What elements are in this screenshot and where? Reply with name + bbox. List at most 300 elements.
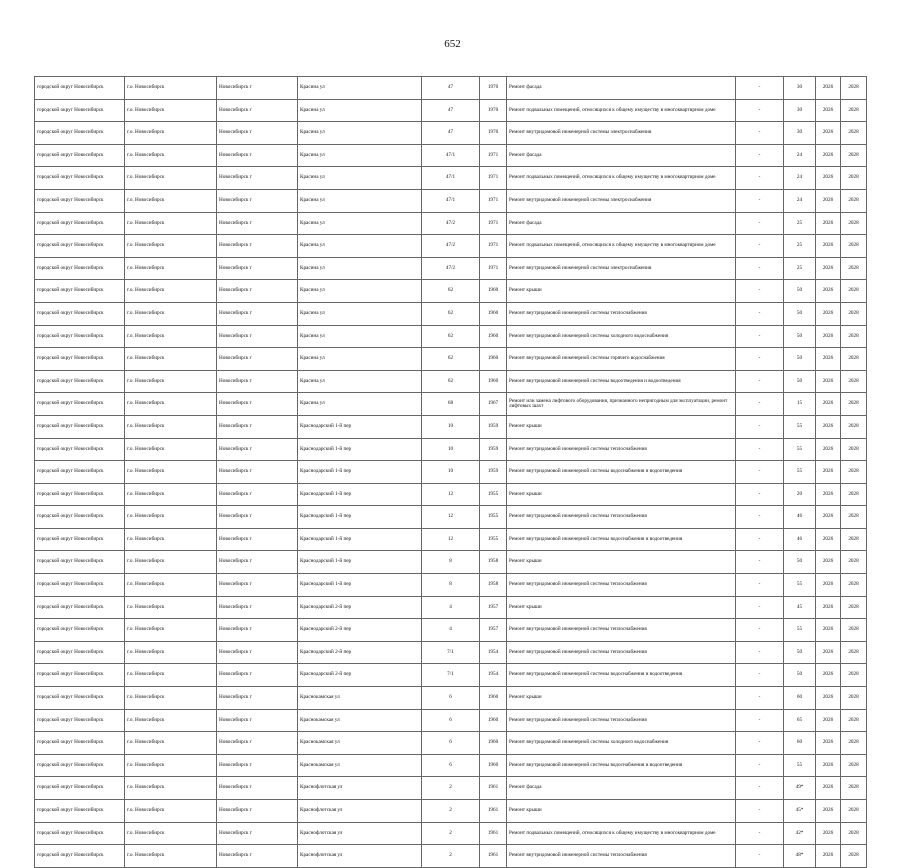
dash-cell: - [736,822,784,845]
table-row [35,641,867,664]
street-cell: Краснодарский 1-й пер [298,551,422,574]
house-number-cell: 47/1 [422,144,480,167]
dash-cell: - [736,122,784,145]
end-year-cell: 2028 [841,800,867,823]
start-year-cell: 2026 [816,777,841,800]
street-cell: Красина ул [298,122,422,145]
value-cell: 55 [784,754,816,777]
page-number: 652 [444,38,461,50]
table-row [35,280,867,303]
municipality-cell: городской округ Новосибирск [35,77,125,100]
build-year-cell: 1970 [480,99,507,122]
table-row [35,415,867,438]
work-type-cell: Ремонт внутридомовой инженерной системы водоотведения и водоотведения [507,370,736,393]
municipality-cell: городской округ Новосибирск [35,167,125,190]
municipality-cell: городской округ Новосибирск [35,438,125,461]
value-cell: 55 [784,438,816,461]
city-cell: Новосибирск г [217,325,298,348]
value-cell: 24 [784,189,816,212]
house-number-cell: 68 [422,393,480,416]
district-cell: г.о. Новосибирск [125,438,217,461]
build-year-cell: 1955 [480,528,507,551]
work-type-cell: Ремонт фасада [507,777,736,800]
build-year-cell: 1960 [480,325,507,348]
table-row [35,845,867,868]
start-year-cell: 2026 [816,619,841,642]
start-year-cell: 2026 [816,325,841,348]
work-type-cell: Ремонт внутридомовой инженерной системы электроснабжения [507,257,736,280]
build-year-cell: 1958 [480,551,507,574]
start-year-cell: 2026 [816,754,841,777]
dash-cell: - [736,732,784,755]
build-year-cell: 1971 [480,257,507,280]
end-year-cell: 2028 [841,709,867,732]
value-cell: 45 [784,596,816,619]
municipality-cell: городской округ Новосибирск [35,709,125,732]
start-year-cell: 2026 [816,845,841,868]
dash-cell: - [736,800,784,823]
work-type-cell: Ремонт внутридомовой инженерной системы водоснабжения и водоотведения [507,664,736,687]
street-cell: Краснодарский 1-й пер [298,574,422,597]
work-type-cell: Ремонт фасада [507,77,736,100]
city-cell: Новосибирск г [217,800,298,823]
municipality-cell: городской округ Новосибирск [35,257,125,280]
street-cell: Красина ул [298,144,422,167]
value-cell: 50 [784,551,816,574]
end-year-cell: 2028 [841,302,867,325]
start-year-cell: 2026 [816,144,841,167]
end-year-cell: 2028 [841,574,867,597]
district-cell: г.о. Новосибирск [125,754,217,777]
district-cell: г.о. Новосибирск [125,325,217,348]
value-cell: 30 [784,99,816,122]
city-cell: Новосибирск г [217,77,298,100]
street-cell: Красина ул [298,280,422,303]
city-cell: Новосибирск г [217,189,298,212]
end-year-cell: 2028 [841,167,867,190]
build-year-cell: 1960 [480,754,507,777]
table-row [35,754,867,777]
city-cell: Новосибирск г [217,483,298,506]
table-row [35,619,867,642]
end-year-cell: 2028 [841,732,867,755]
city-cell: Новосибирск г [217,302,298,325]
city-cell: Новосибирск г [217,845,298,868]
end-year-cell: 2028 [841,641,867,664]
work-type-cell: Ремонт крыши [507,551,736,574]
work-type-cell: Ремонт или замена лифтового оборудования, признанного непригодным для эксплуатации, ремонт лифтовых шахт [507,393,736,416]
house-number-cell: 6 [422,732,480,755]
start-year-cell: 2026 [816,257,841,280]
value-cell: 46 [784,506,816,529]
dash-cell: - [736,77,784,100]
end-year-cell: 2028 [841,325,867,348]
street-cell: Красина ул [298,393,422,416]
value-cell: 25 [784,257,816,280]
work-type-cell: Ремонт крыши [507,483,736,506]
municipality-cell: городской округ Новосибирск [35,619,125,642]
district-cell: г.о. Новосибирск [125,235,217,258]
city-cell: Новосибирск г [217,122,298,145]
table-row [35,144,867,167]
house-number-cell: 8 [422,551,480,574]
end-year-cell: 2028 [841,506,867,529]
city-cell: Новосибирск г [217,754,298,777]
table-row [35,800,867,823]
dash-cell: - [736,393,784,416]
district-cell: г.о. Новосибирск [125,619,217,642]
house-number-cell: 2 [422,822,480,845]
start-year-cell: 2026 [816,506,841,529]
district-cell: г.о. Новосибирск [125,528,217,551]
work-type-cell: Ремонт внутридомовой инженерной системы водоснабжения и водоотведения [507,528,736,551]
build-year-cell: 1954 [480,641,507,664]
house-number-cell: 2 [422,800,480,823]
house-number-cell: 10 [422,415,480,438]
city-cell: Новосибирск г [217,732,298,755]
city-cell: Новосибирск г [217,280,298,303]
city-cell: Новосибирск г [217,99,298,122]
dash-cell: - [736,280,784,303]
start-year-cell: 2026 [816,167,841,190]
value-cell: 45* [784,800,816,823]
district-cell: г.о. Новосибирск [125,280,217,303]
value-cell: 49* [784,777,816,800]
house-number-cell: 10 [422,438,480,461]
house-number-cell: 47 [422,77,480,100]
end-year-cell: 2028 [841,483,867,506]
street-cell: Красина ул [298,325,422,348]
street-cell: Красина ул [298,189,422,212]
municipality-cell: городской округ Новосибирск [35,528,125,551]
table-row [35,596,867,619]
build-year-cell: 1955 [480,506,507,529]
district-cell: г.о. Новосибирск [125,370,217,393]
municipality-cell: городской округ Новосибирск [35,574,125,597]
city-cell: Новосибирск г [217,461,298,484]
end-year-cell: 2028 [841,348,867,371]
end-year-cell: 2028 [841,257,867,280]
city-cell: Новосибирск г [217,687,298,710]
district-cell: г.о. Новосибирск [125,777,217,800]
value-cell: 65 [784,709,816,732]
city-cell: Новосибирск г [217,506,298,529]
municipality-cell: городской округ Новосибирск [35,393,125,416]
district-cell: г.о. Новосибирск [125,709,217,732]
street-cell: Красина ул [298,235,422,258]
district-cell: г.о. Новосибирск [125,551,217,574]
district-cell: г.о. Новосибирск [125,302,217,325]
municipality-cell: городской округ Новосибирск [35,280,125,303]
build-year-cell: 1958 [480,574,507,597]
work-type-cell: Ремонт фасада [507,212,736,235]
value-cell: 50 [784,664,816,687]
dash-cell: - [736,641,784,664]
district-cell: г.о. Новосибирск [125,483,217,506]
dash-cell: - [736,664,784,687]
dash-cell: - [736,777,784,800]
municipality-cell: городской округ Новосибирск [35,777,125,800]
street-cell: Красина ул [298,99,422,122]
end-year-cell: 2028 [841,370,867,393]
district-cell: г.о. Новосибирск [125,732,217,755]
street-cell: Краснофлотская ул [298,777,422,800]
street-cell: Краснофлотская ул [298,822,422,845]
city-cell: Новосибирск г [217,144,298,167]
table-row [35,528,867,551]
work-type-cell: Ремонт подвальных помещений, относящихся к общему имуществу в многоквартирном доме [507,822,736,845]
value-cell: 46 [784,528,816,551]
house-number-cell: 10 [422,461,480,484]
district-cell: г.о. Новосибирск [125,800,217,823]
start-year-cell: 2026 [816,393,841,416]
work-type-cell: Ремонт внутридомовой инженерной системы теплоснабжения [507,302,736,325]
table-row [35,167,867,190]
build-year-cell: 1960 [480,709,507,732]
work-type-cell: Ремонт внутридомовой инженерной системы холодного водоснабжения [507,732,736,755]
table-row [35,393,867,416]
build-year-cell: 1960 [480,732,507,755]
district-cell: г.о. Новосибирск [125,687,217,710]
district-cell: г.о. Новосибирск [125,212,217,235]
district-cell: г.о. Новосибирск [125,393,217,416]
municipality-cell: городской округ Новосибирск [35,325,125,348]
work-type-cell: Ремонт внутридомовой инженерной системы теплоснабжения [507,438,736,461]
street-cell: Краснодарский 1-й пер [298,461,422,484]
end-year-cell: 2028 [841,438,867,461]
build-year-cell: 1971 [480,235,507,258]
build-year-cell: 1959 [480,415,507,438]
end-year-cell: 2028 [841,687,867,710]
district-cell: г.о. Новосибирск [125,99,217,122]
build-year-cell: 1959 [480,461,507,484]
build-year-cell: 1961 [480,845,507,868]
city-cell: Новосибирск г [217,619,298,642]
table-row [35,551,867,574]
municipality-cell: городской округ Новосибирск [35,732,125,755]
start-year-cell: 2026 [816,596,841,619]
build-year-cell: 1954 [480,664,507,687]
municipality-cell: городской округ Новосибирск [35,687,125,710]
value-cell: 42* [784,822,816,845]
dash-cell: - [736,845,784,868]
start-year-cell: 2026 [816,687,841,710]
municipality-cell: городской округ Новосибирск [35,212,125,235]
district-cell: г.о. Новосибирск [125,415,217,438]
dash-cell: - [736,348,784,371]
build-year-cell: 1957 [480,596,507,619]
city-cell: Новосибирск г [217,348,298,371]
end-year-cell: 2028 [841,122,867,145]
city-cell: Новосибирск г [217,777,298,800]
city-cell: Новосибирск г [217,709,298,732]
district-cell: г.о. Новосибирск [125,506,217,529]
district-cell: г.о. Новосибирск [125,77,217,100]
work-type-cell: Ремонт крыши [507,687,736,710]
build-year-cell: 1971 [480,144,507,167]
district-cell: г.о. Новосибирск [125,144,217,167]
start-year-cell: 2026 [816,483,841,506]
street-cell: Краснодарский 2-й пер [298,664,422,687]
end-year-cell: 2028 [841,619,867,642]
city-cell: Новосибирск г [217,257,298,280]
work-type-cell: Ремонт крыши [507,800,736,823]
dash-cell: - [736,235,784,258]
dash-cell: - [736,212,784,235]
house-number-cell: 12 [422,483,480,506]
house-number-cell: 2 [422,845,480,868]
district-cell: г.о. Новосибирск [125,461,217,484]
work-type-cell: Ремонт крыши [507,596,736,619]
street-cell: Красина ул [298,348,422,371]
work-type-cell: Ремонт подвальных помещений, относящихся к общему имуществу в многоквартирном доме [507,167,736,190]
table-row [35,212,867,235]
street-cell: Краснокамская ул [298,732,422,755]
work-type-cell: Ремонт подвальных помещений, относящихся к общему имуществу в многоквартирном доме [507,235,736,258]
start-year-cell: 2026 [816,664,841,687]
work-type-cell: Ремонт крыши [507,280,736,303]
house-number-cell: 62 [422,348,480,371]
start-year-cell: 2026 [816,370,841,393]
value-cell: 55 [784,461,816,484]
value-cell: 20 [784,483,816,506]
street-cell: Красина ул [298,257,422,280]
house-number-cell: 62 [422,325,480,348]
capital-repair-table [34,76,867,868]
build-year-cell: 1960 [480,302,507,325]
table-row [35,235,867,258]
value-cell: 55 [784,619,816,642]
street-cell: Красина ул [298,77,422,100]
build-year-cell: 1960 [480,348,507,371]
start-year-cell: 2026 [816,438,841,461]
build-year-cell: 1961 [480,800,507,823]
street-cell: Краснодарский 1-й пер [298,415,422,438]
city-cell: Новосибирск г [217,370,298,393]
house-number-cell: 47/1 [422,167,480,190]
build-year-cell: 1960 [480,370,507,393]
start-year-cell: 2026 [816,212,841,235]
district-cell: г.о. Новосибирск [125,641,217,664]
municipality-cell: городской округ Новосибирск [35,99,125,122]
work-type-cell: Ремонт внутридомовой инженерной системы теплоснабжения [507,641,736,664]
municipality-cell: городской округ Новосибирск [35,144,125,167]
end-year-cell: 2028 [841,280,867,303]
start-year-cell: 2026 [816,235,841,258]
end-year-cell: 2028 [841,415,867,438]
dash-cell: - [736,687,784,710]
dash-cell: - [736,619,784,642]
municipality-cell: городской округ Новосибирск [35,483,125,506]
end-year-cell: 2028 [841,189,867,212]
start-year-cell: 2026 [816,415,841,438]
municipality-cell: городской округ Новосибирск [35,845,125,868]
value-cell: 55 [784,415,816,438]
dash-cell: - [736,370,784,393]
value-cell: 15 [784,393,816,416]
start-year-cell: 2026 [816,122,841,145]
start-year-cell: 2026 [816,574,841,597]
city-cell: Новосибирск г [217,641,298,664]
dash-cell: - [736,754,784,777]
work-type-cell: Ремонт внутридомовой инженерной системы холодного водоснабжения [507,325,736,348]
district-cell: г.о. Новосибирск [125,574,217,597]
street-cell: Краснодарский 1-й пер [298,506,422,529]
dash-cell: - [736,461,784,484]
table-row [35,687,867,710]
build-year-cell: 1970 [480,77,507,100]
end-year-cell: 2028 [841,212,867,235]
house-number-cell: 62 [422,370,480,393]
city-cell: Новосибирск г [217,212,298,235]
dash-cell: - [736,574,784,597]
dash-cell: - [736,438,784,461]
build-year-cell: 1971 [480,167,507,190]
dash-cell: - [736,167,784,190]
house-number-cell: 6 [422,754,480,777]
work-type-cell: Ремонт внутридомовой инженерной системы горячего водоснабжения [507,348,736,371]
municipality-cell: городской округ Новосибирск [35,664,125,687]
table-row [35,461,867,484]
work-type-cell: Ремонт крыши [507,415,736,438]
value-cell: 55 [784,574,816,597]
value-cell: 50 [784,302,816,325]
district-cell: г.о. Новосибирск [125,257,217,280]
dash-cell: - [736,144,784,167]
municipality-cell: городской округ Новосибирск [35,641,125,664]
table-row [35,99,867,122]
municipality-cell: городской округ Новосибирск [35,461,125,484]
dash-cell: - [736,506,784,529]
city-cell: Новосибирск г [217,551,298,574]
start-year-cell: 2026 [816,709,841,732]
table-row [35,122,867,145]
value-cell: 25 [784,235,816,258]
house-number-cell: 47/1 [422,189,480,212]
end-year-cell: 2028 [841,845,867,868]
street-cell: Краснодарский 1-й пер [298,528,422,551]
build-year-cell: 1970 [480,122,507,145]
end-year-cell: 2028 [841,144,867,167]
build-year-cell: 1971 [480,212,507,235]
work-type-cell: Ремонт внутридомовой инженерной системы теплоснабжения [507,845,736,868]
house-number-cell: 47/2 [422,257,480,280]
value-cell: 50 [784,641,816,664]
house-number-cell: 7/1 [422,641,480,664]
end-year-cell: 2028 [841,77,867,100]
street-cell: Краснокамская ул [298,687,422,710]
street-cell: Краснокамская ул [298,709,422,732]
start-year-cell: 2026 [816,77,841,100]
house-number-cell: 62 [422,280,480,303]
city-cell: Новосибирск г [217,528,298,551]
start-year-cell: 2026 [816,551,841,574]
municipality-cell: городской округ Новосибирск [35,415,125,438]
municipality-cell: городской округ Новосибирск [35,235,125,258]
work-type-cell: Ремонт внутридомовой инженерной системы теплоснабжения [507,619,736,642]
work-type-cell: Ремонт внутридомовой инженерной системы теплоснабжения [507,506,736,529]
value-cell: 30 [784,122,816,145]
work-type-cell: Ремонт внутридомовой инженерной системы теплоснабжения [507,709,736,732]
district-cell: г.о. Новосибирск [125,122,217,145]
street-cell: Краснодарский 1-й пер [298,483,422,506]
build-year-cell: 1961 [480,777,507,800]
build-year-cell: 1967 [480,393,507,416]
table-row [35,370,867,393]
district-cell: г.о. Новосибирск [125,348,217,371]
street-cell: Краснодарский 1-й пер [298,438,422,461]
city-cell: Новосибирск г [217,415,298,438]
